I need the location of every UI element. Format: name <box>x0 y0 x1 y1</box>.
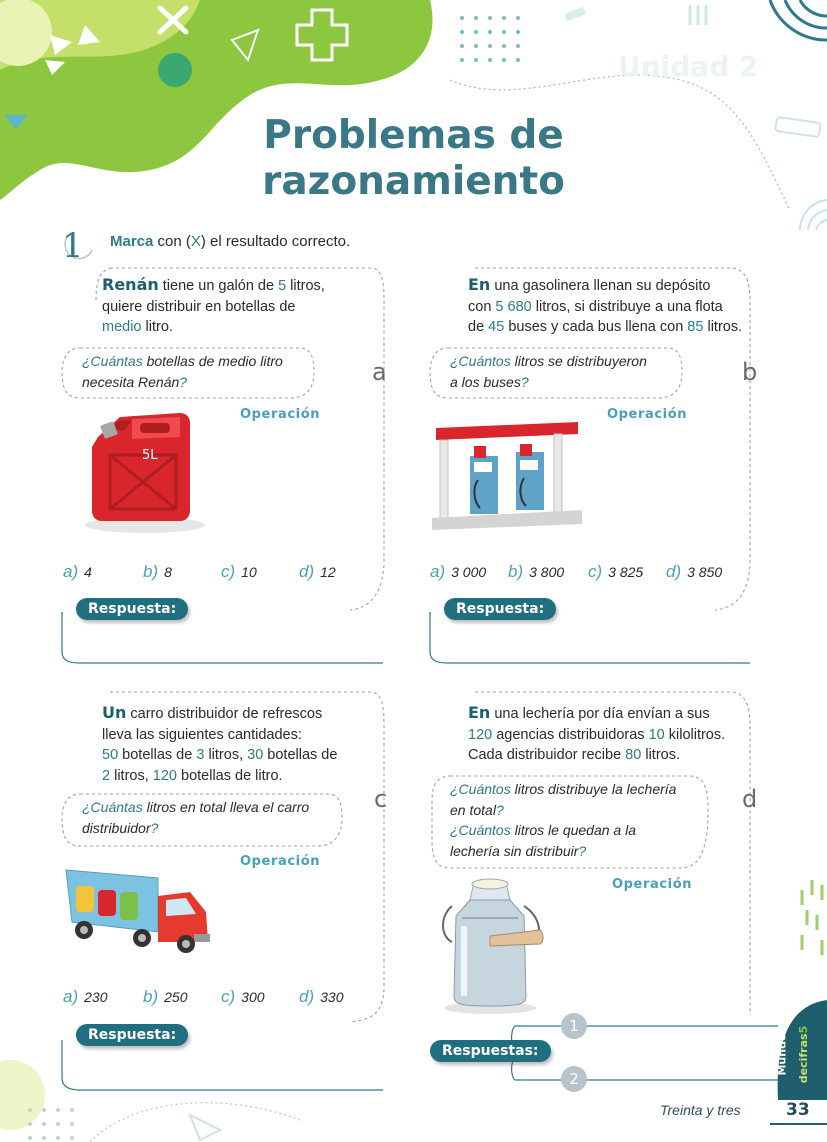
question-key: ¿Cuántos <box>450 781 511 797</box>
option-c[interactable] <box>221 562 257 582</box>
instruction-end: ) el resultado correcto. <box>200 233 351 250</box>
unit-label: Unidad 2 <box>618 50 759 83</box>
option-value: 3 825 <box>608 564 644 580</box>
answer-number-2: 2 <box>561 1066 587 1092</box>
option-value: 300 <box>241 989 265 1005</box>
option-letter: b) <box>143 562 159 581</box>
number: 2 <box>102 767 111 784</box>
option-letter: c) <box>588 562 603 581</box>
text: necesita Renán <box>82 373 180 390</box>
option-d[interactable] <box>666 562 722 582</box>
option-letter: a) <box>63 987 79 1006</box>
option-value: 8 <box>164 564 172 580</box>
brand-line1: Mundo <box>775 1033 789 1076</box>
problem-b-answer-label: Respuesta: <box>444 598 556 620</box>
number: 120 <box>468 726 493 743</box>
brand-logo <box>775 1020 825 1092</box>
question-mark: ? <box>578 842 587 859</box>
text: litros le quedan a la <box>510 822 637 838</box>
problem-d-operation-label: Operación <box>612 877 693 892</box>
text: litros distribuye la lechería <box>510 781 677 797</box>
text: botellas de <box>263 747 338 763</box>
problem-d-answer-field-1[interactable] <box>590 1000 770 1024</box>
problem-c-statement <box>102 703 382 786</box>
text: litros. <box>703 319 743 335</box>
question-key: ¿Cuántos <box>450 353 511 369</box>
option-a[interactable] <box>430 562 486 582</box>
text: con <box>468 298 496 315</box>
text: en total <box>450 801 496 818</box>
brand-word: decifras <box>797 1033 811 1084</box>
text: litros, si distribuye a una flota <box>531 298 723 315</box>
text: de <box>468 319 489 335</box>
number: 85 <box>687 319 704 335</box>
text: lechería sin distribuir <box>450 842 579 859</box>
option-value: 10 <box>241 564 257 580</box>
problem-a-answer-label: Respuesta: <box>76 598 188 620</box>
activity-instruction <box>110 233 350 250</box>
problem-c-question <box>82 797 342 838</box>
question-key: ¿Cuántas <box>82 799 143 815</box>
problem-b-statement <box>468 275 748 338</box>
number: 120 <box>152 767 177 784</box>
option-letter: d) <box>299 987 315 1006</box>
problem-b-lead: En <box>468 275 491 294</box>
problem-a-operation-label: Operación <box>240 407 321 422</box>
text: litros, <box>110 767 153 784</box>
problem-d-answer-label: Respuestas: <box>430 1040 551 1062</box>
option-value: 330 <box>320 989 344 1005</box>
truck-illustration <box>62 862 222 958</box>
problem-a-statement <box>102 275 382 338</box>
option-d[interactable] <box>299 562 336 582</box>
problem-a-letter: a <box>372 358 387 386</box>
problem-a-question <box>82 351 312 392</box>
option-value: 3 800 <box>529 564 565 580</box>
problem-a-answer-field[interactable] <box>80 630 380 660</box>
page-title-line1: Problemas de <box>263 113 564 158</box>
problem-c-answer-field[interactable] <box>80 1056 380 1086</box>
option-value: 230 <box>84 989 108 1005</box>
option-value: 3 850 <box>687 564 723 580</box>
problem-c-operation-label: Operación <box>240 854 321 869</box>
instruction-mark: X <box>190 233 201 250</box>
text: una lechería por día envían a sus <box>490 706 710 722</box>
gas-station-illustration <box>432 418 582 533</box>
option-letter: d) <box>666 562 682 581</box>
text: kilolitros. <box>664 726 726 743</box>
problem-d-questions <box>450 779 705 861</box>
option-letter: b) <box>143 987 159 1006</box>
option-value: 250 <box>164 989 188 1005</box>
brand-number: 5 <box>797 1025 811 1034</box>
number: 30 <box>247 747 264 763</box>
option-value: 3 000 <box>451 564 487 580</box>
problem-d-lead: En <box>468 703 491 722</box>
question-mark: ? <box>150 819 159 836</box>
option-b[interactable] <box>143 562 172 582</box>
question-mark: ? <box>179 373 188 390</box>
page-number: 33 <box>786 1100 810 1120</box>
number: 5 680 <box>495 298 532 315</box>
problem-d-statement <box>468 703 758 766</box>
problem-b-letter: b <box>742 358 758 386</box>
text: tiene un galón de <box>158 278 279 294</box>
number: 80 <box>625 747 642 763</box>
answer-number-1: 1 <box>561 1013 587 1039</box>
text: botellas de medio litro <box>142 353 283 369</box>
page-title-line2: razonamiento <box>262 159 565 204</box>
problem-c-letter: c <box>374 785 388 813</box>
option-b[interactable] <box>508 562 564 582</box>
number: 3 <box>196 747 205 763</box>
text: litro. <box>141 319 173 335</box>
problem-b-answer-field[interactable] <box>448 630 748 660</box>
question-mark: ? <box>520 373 529 390</box>
option-letter: d) <box>299 562 315 581</box>
option-letter: a) <box>63 562 79 581</box>
problem-b-question <box>450 351 680 392</box>
option-value: 12 <box>320 564 336 580</box>
problem-a-lead: Renán <box>102 275 159 294</box>
jerrycan-label: 5L <box>142 448 158 463</box>
number: 45 <box>488 319 505 335</box>
problem-d-answer-field-2[interactable] <box>590 1054 770 1078</box>
problem-c-answer-label: Respuesta: <box>76 1024 188 1046</box>
question-key: ¿Cuántos <box>450 822 511 838</box>
problem-b-operation-label: Operación <box>607 407 688 422</box>
text: a los buses <box>450 373 521 390</box>
option-letter: b) <box>508 562 524 581</box>
question-mark: ? <box>495 801 504 818</box>
problem-d-letter: d <box>742 785 758 813</box>
instruction-mid: con ( <box>153 233 191 250</box>
jerrycan-illustration <box>80 405 210 535</box>
text: carro distribuidor de refrescos <box>126 706 323 722</box>
text: una gasolinera llenan su depósito <box>490 278 711 294</box>
option-c[interactable] <box>221 987 265 1007</box>
text: botellas de litro. <box>176 767 283 784</box>
text: litros, <box>204 747 248 763</box>
text: litros, <box>286 278 325 294</box>
activity-number: 1 <box>62 226 84 266</box>
text: litros en total lleva el carro <box>142 799 310 815</box>
option-a[interactable] <box>63 987 107 1007</box>
text: buses y cada bus llena con <box>504 319 688 335</box>
milk-can-illustration <box>440 876 550 1016</box>
problem-c-lead: Un <box>102 703 127 722</box>
text: agencias distribuidoras <box>492 726 649 743</box>
option-letter: a) <box>430 562 446 581</box>
text: lleva las siguientes cantidades: <box>102 726 302 743</box>
option-letter: c) <box>221 987 236 1006</box>
text: botellas de <box>118 747 197 763</box>
instruction-verb: Marca <box>110 233 154 250</box>
question-key: ¿Cuántas <box>82 353 143 369</box>
option-value: 4 <box>84 564 92 580</box>
number: 50 <box>102 747 119 763</box>
text: litros se distribuyeron <box>510 353 647 369</box>
text: distribuidor <box>82 819 151 836</box>
option-d[interactable] <box>299 987 343 1007</box>
option-c[interactable] <box>588 562 643 582</box>
text: Cada distribuidor recibe <box>468 747 626 763</box>
page-number-words: Treinta y tres <box>660 1102 741 1118</box>
number: 5 <box>278 278 287 294</box>
number: 10 <box>648 726 665 743</box>
brand-line2 <box>797 1026 810 1083</box>
option-letter: c) <box>221 562 236 581</box>
text: quiere distribuir en botellas de <box>102 298 296 315</box>
text: litros. <box>641 747 680 763</box>
number: medio <box>102 319 142 335</box>
option-a[interactable] <box>63 562 92 582</box>
option-b[interactable] <box>143 987 187 1007</box>
